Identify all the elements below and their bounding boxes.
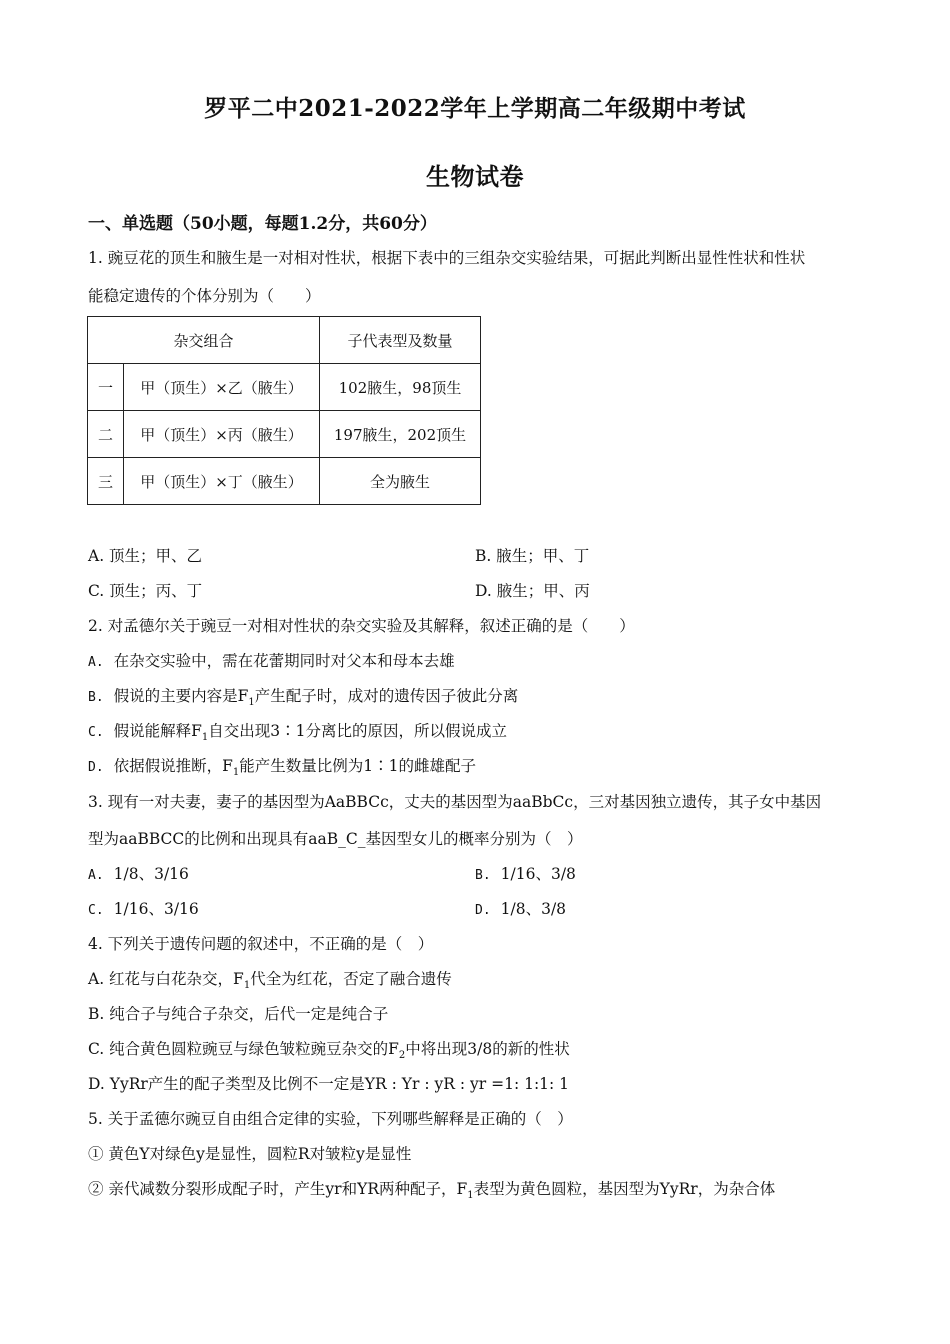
option-text: 假说的主要内容是F: [113, 687, 249, 705]
q4-option-a: [88, 969, 452, 996]
option-label: C.: [88, 903, 104, 918]
table-row: [88, 364, 481, 411]
q5-stem: 5. 关于孟德尔豌豆自由组合定律的实验，下列哪些解释是正确的（ ）: [88, 1110, 573, 1128]
q3-option-c: [88, 899, 199, 921]
option-text: 1/16、3/8: [500, 865, 576, 883]
table-cell-index: 一: [88, 364, 124, 411]
q4-stem: 4. 下列关于遗传问题的叙述中，不正确的是（ ）: [88, 935, 434, 953]
option-text: C. 纯合黄色圆粒豌豆与绿色皱粒豌豆杂交的F: [88, 1040, 399, 1058]
q2-option-d: [88, 756, 476, 783]
table-cell-combo: 甲（顶生）×丁（腋生）: [124, 458, 320, 505]
option-text: 能产生数量比例为1∶1的雌雄配子: [239, 757, 477, 775]
option-label: C.: [88, 725, 104, 740]
subscript: 1: [201, 732, 209, 744]
table-cell-index: 二: [88, 411, 124, 458]
table-header-row: [88, 317, 481, 364]
table-header-combo: 杂交组合: [88, 317, 320, 364]
option-label: B.: [475, 868, 491, 883]
option-label: B.: [88, 690, 104, 705]
subscript: 1: [467, 1190, 474, 1202]
q3-option-b: [475, 864, 576, 886]
table-cell-combo: 甲（顶生）×丙（腋生）: [124, 411, 320, 458]
exam-title: 罗平二中2021-2022学年上学期高二年级期中考试: [204, 95, 746, 122]
option-text: 1/16、3/16: [113, 900, 199, 918]
table-cell-result: 102腋生，98顶生: [320, 364, 481, 411]
table-cell-result: 197腋生，202顶生: [320, 411, 481, 458]
q5-item-2: [88, 1179, 775, 1206]
q4-option-d: D. YyRr产生的配子类型及比例不一定是YR : Yr : yR : yr =1: 1:1: 1: [88, 1075, 570, 1093]
subscript: 1: [232, 767, 240, 779]
exam-subtitle: 生物试卷: [426, 162, 524, 191]
q1-option-c: C. 顶生；丙、丁: [88, 582, 203, 600]
item-text: 表型为黄色圆粒，基因型为YyRr，为杂合体: [473, 1180, 776, 1198]
option-text: 自交出现3∶1分离比的原因，所以假说成立: [208, 722, 508, 740]
q1-stem-line1: 1. 豌豆花的顶生和腋生是一对相对性状，根据下表中的三组杂交实验结果，可据此判断出显性性状和性状: [88, 249, 806, 267]
q3-stem-line1: 3. 现有一对夫妻，妻子的基因型为AaBBCc，丈夫的基因型为aaBbCc，三对基因独立遗传，其子女中基因: [88, 793, 822, 811]
option-text: 1/8、3/16: [113, 865, 189, 883]
q3-option-d: [475, 899, 566, 921]
q1-option-b: B. 腋生；甲、丁: [475, 547, 590, 565]
q2-stem: 2. 对孟德尔关于豌豆一对相对性状的杂交实验及其解释，叙述正确的是（ ）: [88, 617, 635, 635]
option-label: D.: [475, 903, 491, 918]
q2-option-b: [88, 686, 518, 713]
q1-stem-line2: 能稳定遗传的个体分别为（ ）: [88, 287, 321, 305]
option-label: D.: [88, 760, 104, 775]
table-row: [88, 411, 481, 458]
table-cell-result: 全为腋生: [320, 458, 481, 505]
q2-option-a: [88, 651, 455, 673]
subscript: 1: [248, 697, 255, 709]
option-text: 中将出现3/8的新的性状: [405, 1040, 570, 1058]
cross-experiment-table: [87, 316, 481, 505]
table-cell-index: 三: [88, 458, 124, 505]
option-text: 在杂交实验中，需在花蕾期同时对父本和母本去雄: [113, 652, 455, 670]
table-header-result: 子代表型及数量: [320, 317, 481, 364]
subscript: 2: [398, 1050, 406, 1062]
table-cell-combo: 甲（顶生）×乙（腋生）: [124, 364, 320, 411]
q2-option-c: [88, 721, 507, 748]
q3-stem-line2: 型为aaBBCC的比例和出现具有aaB_C_基因型女儿的概率分别为（ ）: [88, 830, 583, 848]
item-text: ② 亲代减数分裂形成配子时，产生yr和YR两种配子，F: [88, 1180, 468, 1198]
option-text: 1/8、3/8: [500, 900, 567, 918]
option-text: 产生配子时，成对的遗传因子彼此分离: [254, 687, 519, 705]
q4-option-c: [88, 1039, 570, 1066]
q1-option-d: D. 腋生；甲、丙: [475, 582, 590, 600]
option-text: 代全为红花，否定了融合遗传: [250, 970, 452, 988]
q1-option-a: A. 顶生；甲、乙: [88, 547, 203, 565]
option-text: 依据假说推断，F: [113, 757, 233, 775]
option-text: A. 红花与白花杂交，F: [88, 970, 244, 988]
subscript: 1: [243, 980, 251, 992]
option-text: 假说能解释F: [113, 722, 202, 740]
option-label: A.: [88, 868, 104, 883]
section-heading: 一、单选题（50小题，每题1.2分，共60分）: [88, 214, 437, 234]
q3-option-a: [88, 864, 189, 886]
option-label: A.: [88, 655, 104, 670]
q4-option-b: B. 纯合子与纯合子杂交，后代一定是纯合子: [88, 1005, 389, 1023]
q5-item-1: ① 黄色Y对绿色y是显性，圆粒R对皱粒y是显性: [88, 1145, 412, 1163]
table-row: [88, 458, 481, 505]
